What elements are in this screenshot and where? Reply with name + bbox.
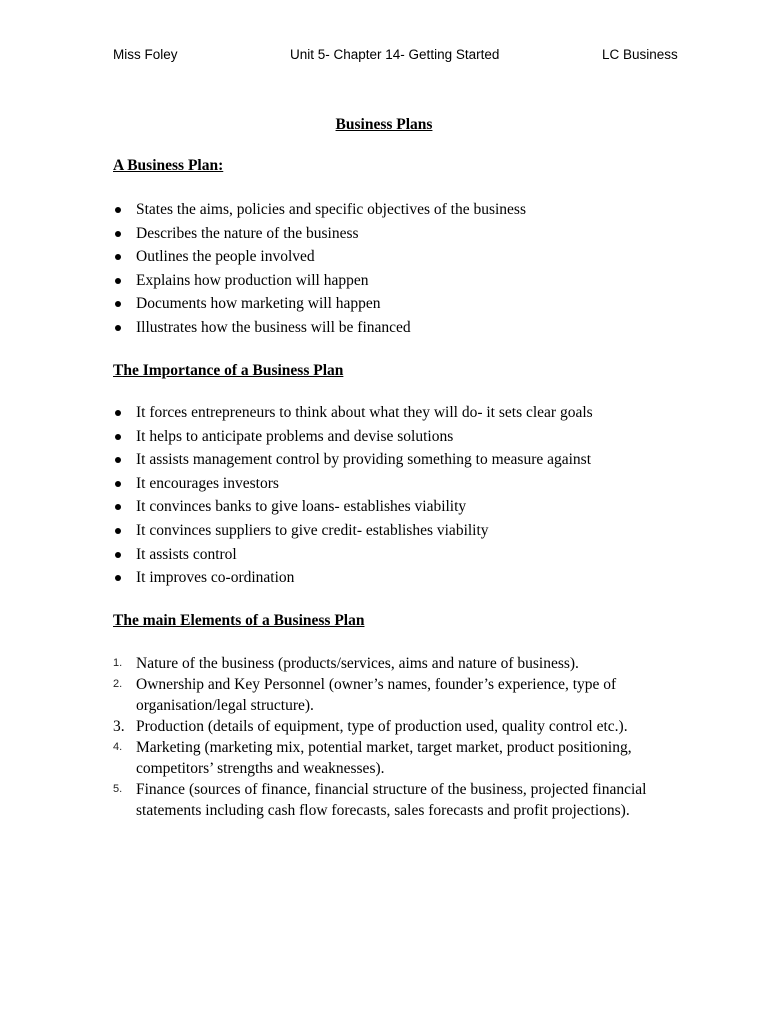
list-item: It assists control [113,543,593,567]
item-number: 1. [113,657,123,669]
section-heading-importance: The Importance of a Business Plan [113,362,344,379]
numbered-item [113,674,673,716]
item-text: Marketing (marketing mix, potential market, target market, product positioning, competitors’ strengths and weaknesses). [136,739,632,777]
item-text: Nature of the business (products/services, aims and nature of business). [136,655,579,672]
business-plan-list [113,198,526,340]
list-item: Describes the nature of the business [113,222,526,246]
section-heading-main-elements: The main Elements of a Business Plan [113,612,365,629]
numbered-item [113,716,673,737]
list-item: It assists management control by providing something to measure against [113,448,593,472]
item-text: Ownership and Key Personnel (owner’s names, founder’s experience, type of organisation/legal structure). [136,676,617,714]
item-number: 3. [113,718,125,735]
list-item: It improves co-ordination [113,566,593,590]
document-title: Business Plans [335,116,433,133]
list-item: States the aims, policies and specific objectives of the business [113,198,526,222]
list-item: Explains how production will happen [113,269,526,293]
numbered-item [113,779,673,821]
list-item: Outlines the people involved [113,245,526,269]
item-text: Production (details of equipment, type of production used, quality control etc.). [136,718,628,735]
header-author: Miss Foley [113,47,178,62]
item-number: 5. [113,783,123,795]
item-number: 4. [113,741,123,753]
main-elements-list [113,653,673,821]
header-course: LC Business [602,47,678,62]
header-unit: Unit 5- Chapter 14- Getting Started [290,47,500,62]
list-item: It forces entrepreneurs to think about what they will do- it sets clear goals [113,401,593,425]
list-item: It convinces suppliers to give credit- establishes viability [113,519,593,543]
list-item: Documents how marketing will happen [113,292,526,316]
item-text: Finance (sources of finance, financial structure of the business, projected financial statements including cash flow forecasts, sales forecasts and profit projections). [136,781,647,819]
list-item: It encourages investors [113,472,593,496]
list-item: Illustrates how the business will be financed [113,316,526,340]
page-header [0,47,768,67]
list-item: It helps to anticipate problems and devise solutions [113,425,593,449]
section-heading-business-plan: A Business Plan: [113,157,224,174]
numbered-item [113,653,673,674]
importance-list [113,401,593,590]
list-item: It convinces banks to give loans- establishes viability [113,495,593,519]
item-number: 2. [113,678,123,690]
numbered-item [113,737,673,779]
